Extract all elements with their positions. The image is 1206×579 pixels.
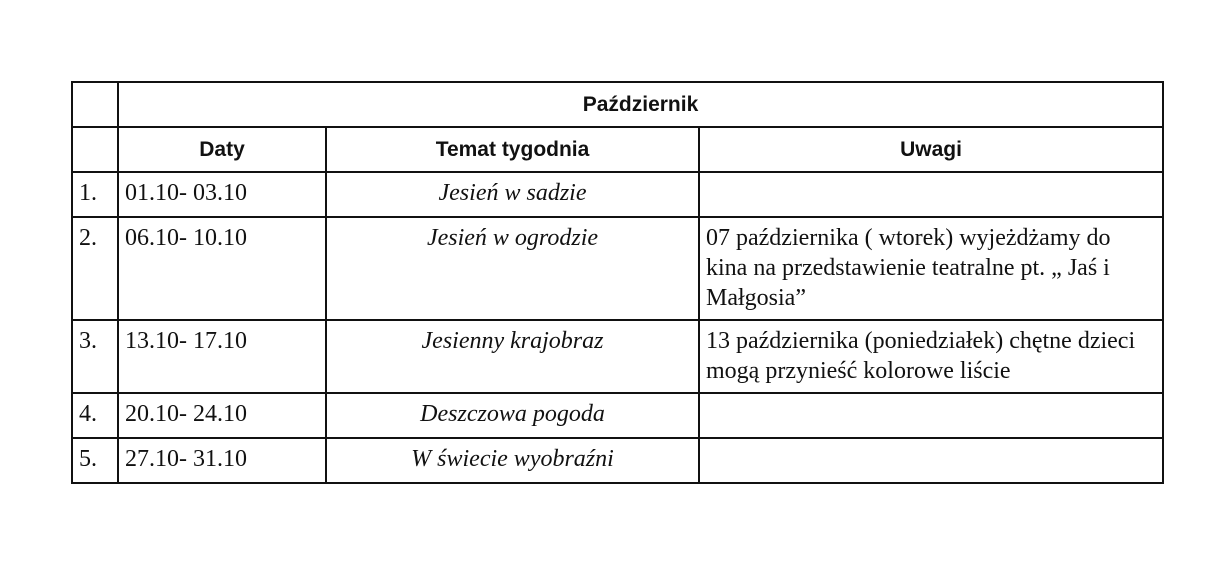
row-dates: 20.10- 24.10 (118, 393, 326, 438)
row-notes (699, 393, 1163, 438)
table-row (72, 438, 1163, 483)
column-header-row (72, 127, 1163, 172)
row-topic: Jesień w ogrodzie (326, 217, 699, 320)
row-notes (699, 438, 1163, 483)
table-row (72, 217, 1163, 320)
row-number: 5. (72, 438, 118, 483)
month-header-row (72, 82, 1163, 127)
month-title: Październik (118, 82, 1163, 127)
row-dates: 06.10- 10.10 (118, 217, 326, 320)
row-notes: 13 października (poniedziałek) chętne dzieci mogą przynieść kolorowe liście (699, 320, 1163, 393)
row-notes (699, 172, 1163, 217)
row-dates: 13.10- 17.10 (118, 320, 326, 393)
row-dates: 01.10- 03.10 (118, 172, 326, 217)
row-notes: 07 października ( wtorek) wyjeżdżamy do kina na przedstawienie teatralne pt. „ Jaś i Małgosia” (699, 217, 1163, 320)
row-number: 2. (72, 217, 118, 320)
number-header-cell (72, 127, 118, 172)
row-number: 1. (72, 172, 118, 217)
row-topic: Deszczowa pogoda (326, 393, 699, 438)
notes-header: Uwagi (699, 127, 1163, 172)
row-topic: Jesienny krajobraz (326, 320, 699, 393)
row-topic: W świecie wyobraźni (326, 438, 699, 483)
row-number: 4. (72, 393, 118, 438)
schedule-table (71, 81, 1164, 484)
topic-header: Temat tygodnia (326, 127, 699, 172)
corner-cell (72, 82, 118, 127)
row-number: 3. (72, 320, 118, 393)
table-row (72, 172, 1163, 217)
dates-header: Daty (118, 127, 326, 172)
row-dates: 27.10- 31.10 (118, 438, 326, 483)
table-row (72, 320, 1163, 393)
row-topic: Jesień w sadzie (326, 172, 699, 217)
table-row (72, 393, 1163, 438)
